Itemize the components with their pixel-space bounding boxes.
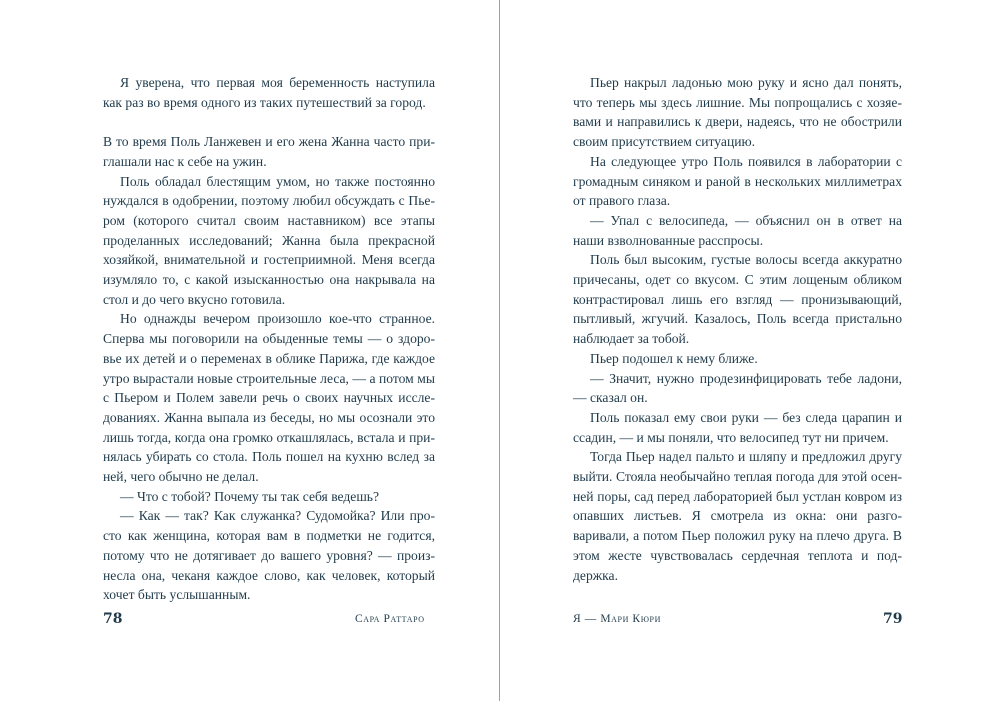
running-head-title: Я — Мари Кюри [573,613,661,625]
paragraph: В то время Поль Ланжевен и его жена Жанна часто приглашали нас к себе на ужин. [103,134,435,169]
paragraph: Тогда Пьер надел пальто и шляпу и предложил другу выйти. Стояла необычайно теплая погода для этой осенней поры, сад перед лабораторией был устлан ковром из опавших листьев. Я смотрела из окна: они разговаривали, а потом Пьер положил руку на плечо друга. В этом жесте чувствовалась сердечная теплота и поддержка. [573,449,902,583]
paragraph: — Упал с велосипеда, — объяснил он в ответ на наши взволнованные расспросы. [573,212,902,248]
paragraph: Пьер подошел к нему ближе. [590,350,758,366]
paragraph: Но однажды вечером произошло кое-что странное. Сперва мы поговорили на обыденные темы — о здоровье их детей и о переменах в облике Парижа, где каждое утро вырастали новые строительные леса, — а потом мы с Пьером и Полем завели речь о своих научных исследованиях. Жанна выпала из беседы, но мы осознали это лишь тогда, когда она громко откашлялась, встала и принялась убирать со стола. Поль пошел на кухню вслед за ней, чего обычно не делал. [103,311,435,485]
paragraph: Я уверена, что первая моя беременность наступила как раз во время одного из таких путешествий за город. [103,75,435,110]
paragraph: Поль был высоким, густые волосы всегда аккуратно причесаны, одет со вкусом. С этим лощеным обликом контрастировал лишь его взгляд — пронизывающий, пытливый, жгучий. Казалось, Поль всегда пристально наблюдает за тобой. [573,252,902,347]
paragraph: — Значит, нужно продезинфицировать тебе ладони, — сказал он. [573,370,902,406]
right-page [500,0,1000,701]
left-page-text [103,73,435,605]
paragraph: Поль показал ему свои руки — без следа царапин и ссадин, — и мы поняли, что велосипед тут ни причем. [573,409,902,445]
paragraph: Поль обладал блестящим умом, но также постоянно нуждался в одобрении, поэтому любил обсуждать с Пьером (которого считал своим наставником) все этапы проделанных исследований; Жанна была прекрасной хозяйкой, внимательной и гостеприимной. Меня всегда изумляло то, с какой изысканностью она накрывала на стол и до чего вкусно готовила. [103,173,435,307]
paragraph: Пьер накрыл ладонью мою руку и ясно дал понять, что теперь мы здесь лишние. Мы попрощались с хозяевами и направились к двери, надеясь, что не обострили своим присутствием ситуацию. [573,75,902,150]
right-page-text [573,73,902,585]
page-number: 78 [103,611,123,627]
page-number: 79 [883,611,903,627]
running-head-author: Сара Раттаро [355,613,425,625]
paragraph: На следующее утро Поль появился в лаборатории с громадным синяком и раной в нескольких миллиметрах от правого глаза. [573,153,902,209]
paragraph: — Что с тобой? Почему ты так себя ведешь? [120,488,380,504]
paragraph: — Как — так? Как служанка? Судомойка? Или просто как женщина, которая вам в подметки не годится, потому что не дотягивает до вашего уровня? — произнесла она, чеканя каждое слово, как человек, который хочет быть услышанным. [103,508,435,603]
